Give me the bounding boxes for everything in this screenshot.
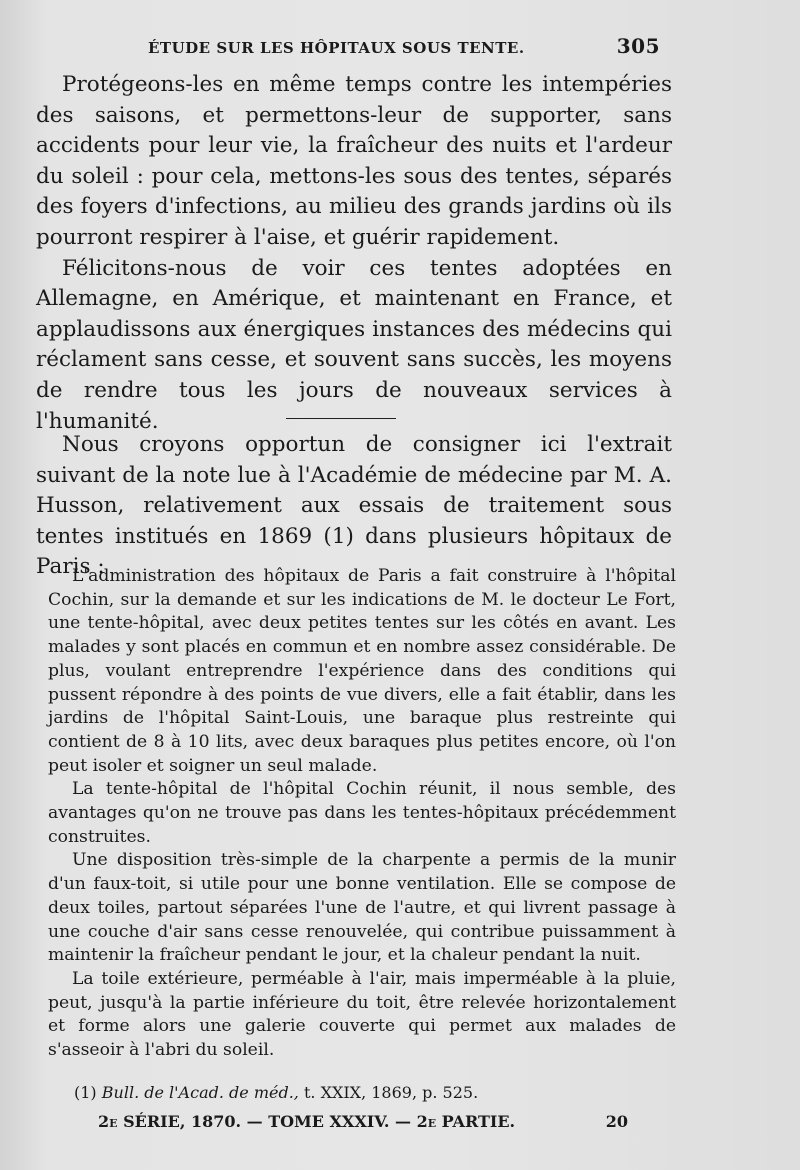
quoted-paragraph: La toile extérieure, perméable à l'air, mais imperméable à la pluie, peut, jusqu'à la partie inférieure du toit, être relevée horizontalement et forme alors une galerie couverte qui permet aux malades de s'asseoir à l'abri du soleil. [48, 968, 676, 1061]
footnote-source: Bull. de l'Acad. de méd., [101, 1083, 299, 1102]
footnote-marker: (1) [74, 1083, 97, 1102]
intro-paragraph: Nous croyons opportun de consigner ici l'extrait suivant de la note lue à l'Académie de médecine par M. A. Husson, relativement aux essais de traitement sous tentes institués en 1869 (1) dans plusieurs hôpitaux de Paris : [36, 432, 672, 580]
running-title: ÉTUDE SUR LES HÔPITAUX SOUS TENTE. [148, 39, 525, 57]
body-paragraph: Protégeons-les en même temps contre les intempéries des saisons, et permettons-leur de supporter, sans accidents pour leur vie, la fraîcheur des nuits et l'ardeur du soleil : pour cela, mettons-les sous des tentes, séparés des foyers d'infections, au milieu des grands jardins où ils pourront respirer à l'aise, et guérir rapidement. [36, 72, 672, 250]
series-volume-label: 2e SÉRIE, 1870. — TOME XXXIV. — 2e PARTIE. [98, 1112, 516, 1131]
page-number: 305 [616, 34, 660, 58]
quoted-paragraph: L'administration des hôpitaux de Paris a fait construire à l'hôpital Cochin, sur la demande et sur les indications de M. le docteur Le Fort, une tente-hôpital, avec deux petites tentes sur les côtés en avant. Les malades y sont placés en commun et en nombre assez considérable. De plus, voulant entreprendre l'expérience dans des conditions qui pussent répondre à des points de vue divers, elle a fait établir, dans les jardins de l'hôpital Saint-Louis, une baraque plus restreinte qui contient de 8 à 10 lits, avec deux baraques plus petites encore, où l'on peut isoler et soigner un seul malade. [48, 566, 676, 776]
quoted-extract [48, 565, 676, 1063]
quoted-paragraph: La tente-hôpital de l'hôpital Cochin réunit, il nous semble, des avantages qu'on ne trouve pas dans les tentes-hôpitaux précédemment construites. [48, 779, 676, 847]
footnote-details: t. XXIX, 1869, p. 525. [303, 1083, 479, 1102]
section-divider [286, 418, 396, 419]
main-text [36, 70, 672, 437]
quoted-paragraph: Une disposition très-simple de la charpente a permis de la munir d'un faux-toit, si utile pour une bonne ventilation. Elle se compose de deux toiles, partout séparées l'une de l'autre, et qui livrent passage à une couche d'air sans cesse renouvelée, qui contribue puissamment à maintenir la fraîcheur pendant le jour, et la chaleur pendant la nuit. [48, 850, 676, 966]
footnote [74, 1083, 478, 1102]
running-head [148, 34, 660, 58]
body-paragraph: Félicitons-nous de voir ces tentes adoptées en Allemagne, en Amérique, et maintenant en France, et applaudissons aux énergiques instances des médecins qui réclament sans cesse, et souvent sans succès, les moyens de rendre tous les jours de nouveaux services à l'humanité. [36, 255, 672, 434]
signature-line [98, 1112, 628, 1131]
intro-text [36, 430, 672, 583]
signature-number: 20 [605, 1112, 628, 1131]
